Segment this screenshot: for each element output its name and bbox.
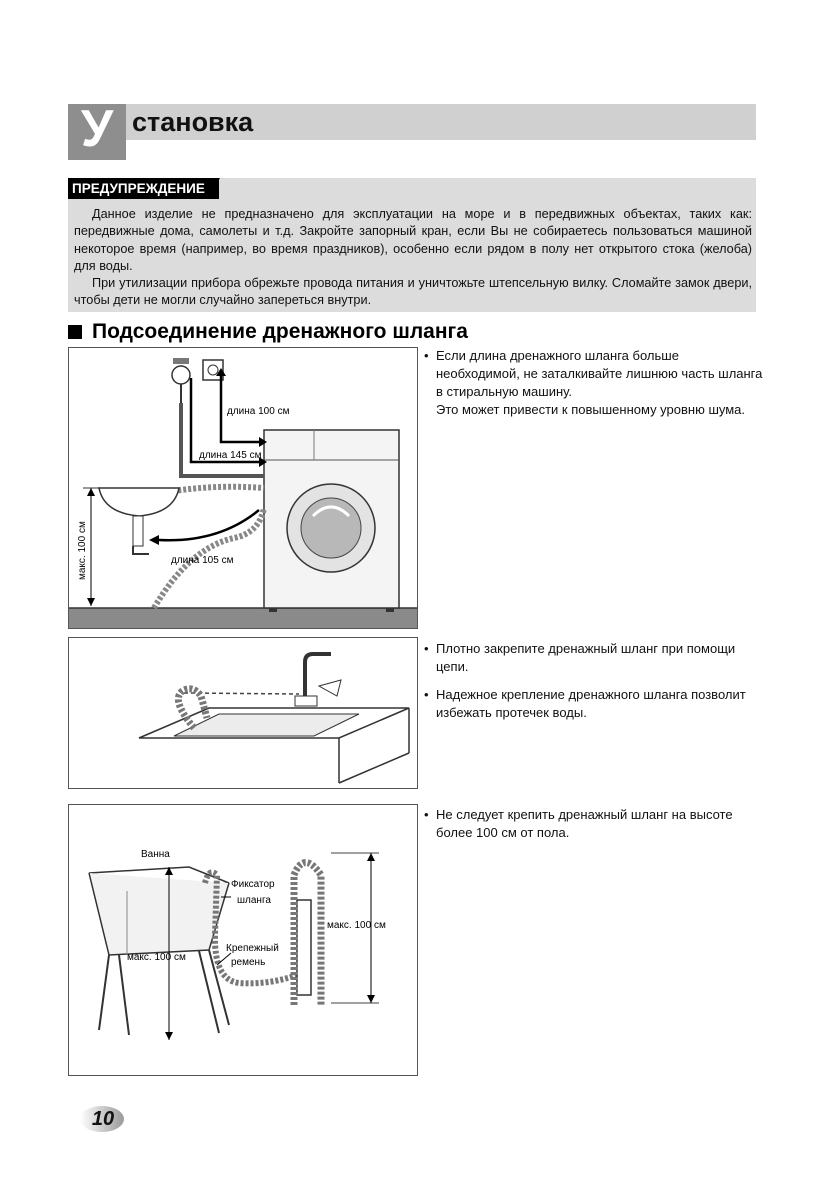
faucet-icon: [295, 654, 341, 706]
faucet-icon: [172, 358, 190, 403]
bullet-hose-length: [424, 347, 764, 419]
figure-hose-chain: [68, 637, 418, 789]
warning-label: ПРЕДУПРЕЖДЕНИЕ: [68, 178, 219, 199]
label-strap-2: ремень: [231, 957, 266, 968]
warning-paragraph-2: При утилизации прибора обрежьте провода питания и уничтожьте штепсельную вилку. Сломайте замок двери, чтобы дети не могли случайно запереться внутри.: [74, 276, 752, 308]
figure-hose-length-illustration: [69, 348, 417, 628]
bullet-dot: •: [424, 807, 429, 822]
figure-hose-chain-illustration: [69, 638, 417, 788]
warning-label-tail: [208, 178, 220, 199]
label-max-height: макс. 100 см: [77, 521, 88, 580]
bullet-text-1: Если длина дренажного шланга больше необходимой, не заталкивайте лишнюю часть шланга в стиральную машину.: [436, 348, 763, 399]
washing-machine-icon: [264, 430, 399, 612]
bullet-dot: •: [424, 641, 429, 656]
bullet-text-1-extra: Это может привести к повышенному уровню шума.: [436, 402, 746, 417]
figure-max-height-illustration: [69, 805, 417, 1075]
label-length-145: длина 145 см: [199, 450, 262, 461]
kitchen-sink-icon: [139, 708, 409, 783]
bathtub-icon: [89, 867, 229, 1035]
bullet-chain: [424, 640, 764, 676]
bullet-secure: [424, 686, 764, 722]
label-fixer-1: Фиксатор: [231, 879, 275, 890]
section-bullet-square: [68, 325, 82, 339]
bullet-text-4: Не следует крепить дренажный шланг на высоте более 100 см от пола.: [436, 807, 733, 840]
floor: [69, 608, 417, 628]
bullet-dot: •: [424, 687, 429, 702]
section-title: Подсоединение дренажного шланга: [92, 320, 468, 343]
title-first-letter: У: [68, 104, 126, 160]
label-length-105: длина 105 см: [171, 555, 234, 566]
label-strap-1: Крепежный: [226, 943, 279, 954]
label-max-right: макс. 100 см: [327, 920, 386, 931]
figure-max-height: [68, 804, 418, 1076]
page-title: становка: [132, 107, 254, 137]
label-max-left: макс. 100 см: [127, 952, 186, 963]
standpipe-icon: [297, 900, 311, 995]
page-number: 10: [91, 1108, 115, 1130]
bullet-text-2: Плотно закрепите дренажный шланг при помощи цепи.: [436, 641, 736, 674]
warning-paragraph-1: Данное изделие не предназначено для эксплуатации на море и в передвижных объектах, таких как: передвижные дома, самолеты и т.д. Закройте запорный кран, если Вы не собираетесь пользоваться машиной некоторое время (например, во время праздников), особенно если рядом в полу нет открытого стока (желоба) для воды.: [74, 207, 752, 274]
sink-icon: [99, 488, 179, 554]
bullet-max-height: [424, 806, 764, 842]
figure-hose-length: [68, 347, 418, 629]
bullet-dot: •: [424, 348, 429, 363]
label-fixer-2: шланга: [237, 895, 271, 906]
bullet-text-3: Надежное крепление дренажного шланга позволит избежать протечек воды.: [436, 687, 746, 720]
arrow-105: [159, 510, 259, 540]
label-length-100: длина 100 см: [227, 406, 290, 417]
label-bath: Ванна: [141, 849, 170, 860]
